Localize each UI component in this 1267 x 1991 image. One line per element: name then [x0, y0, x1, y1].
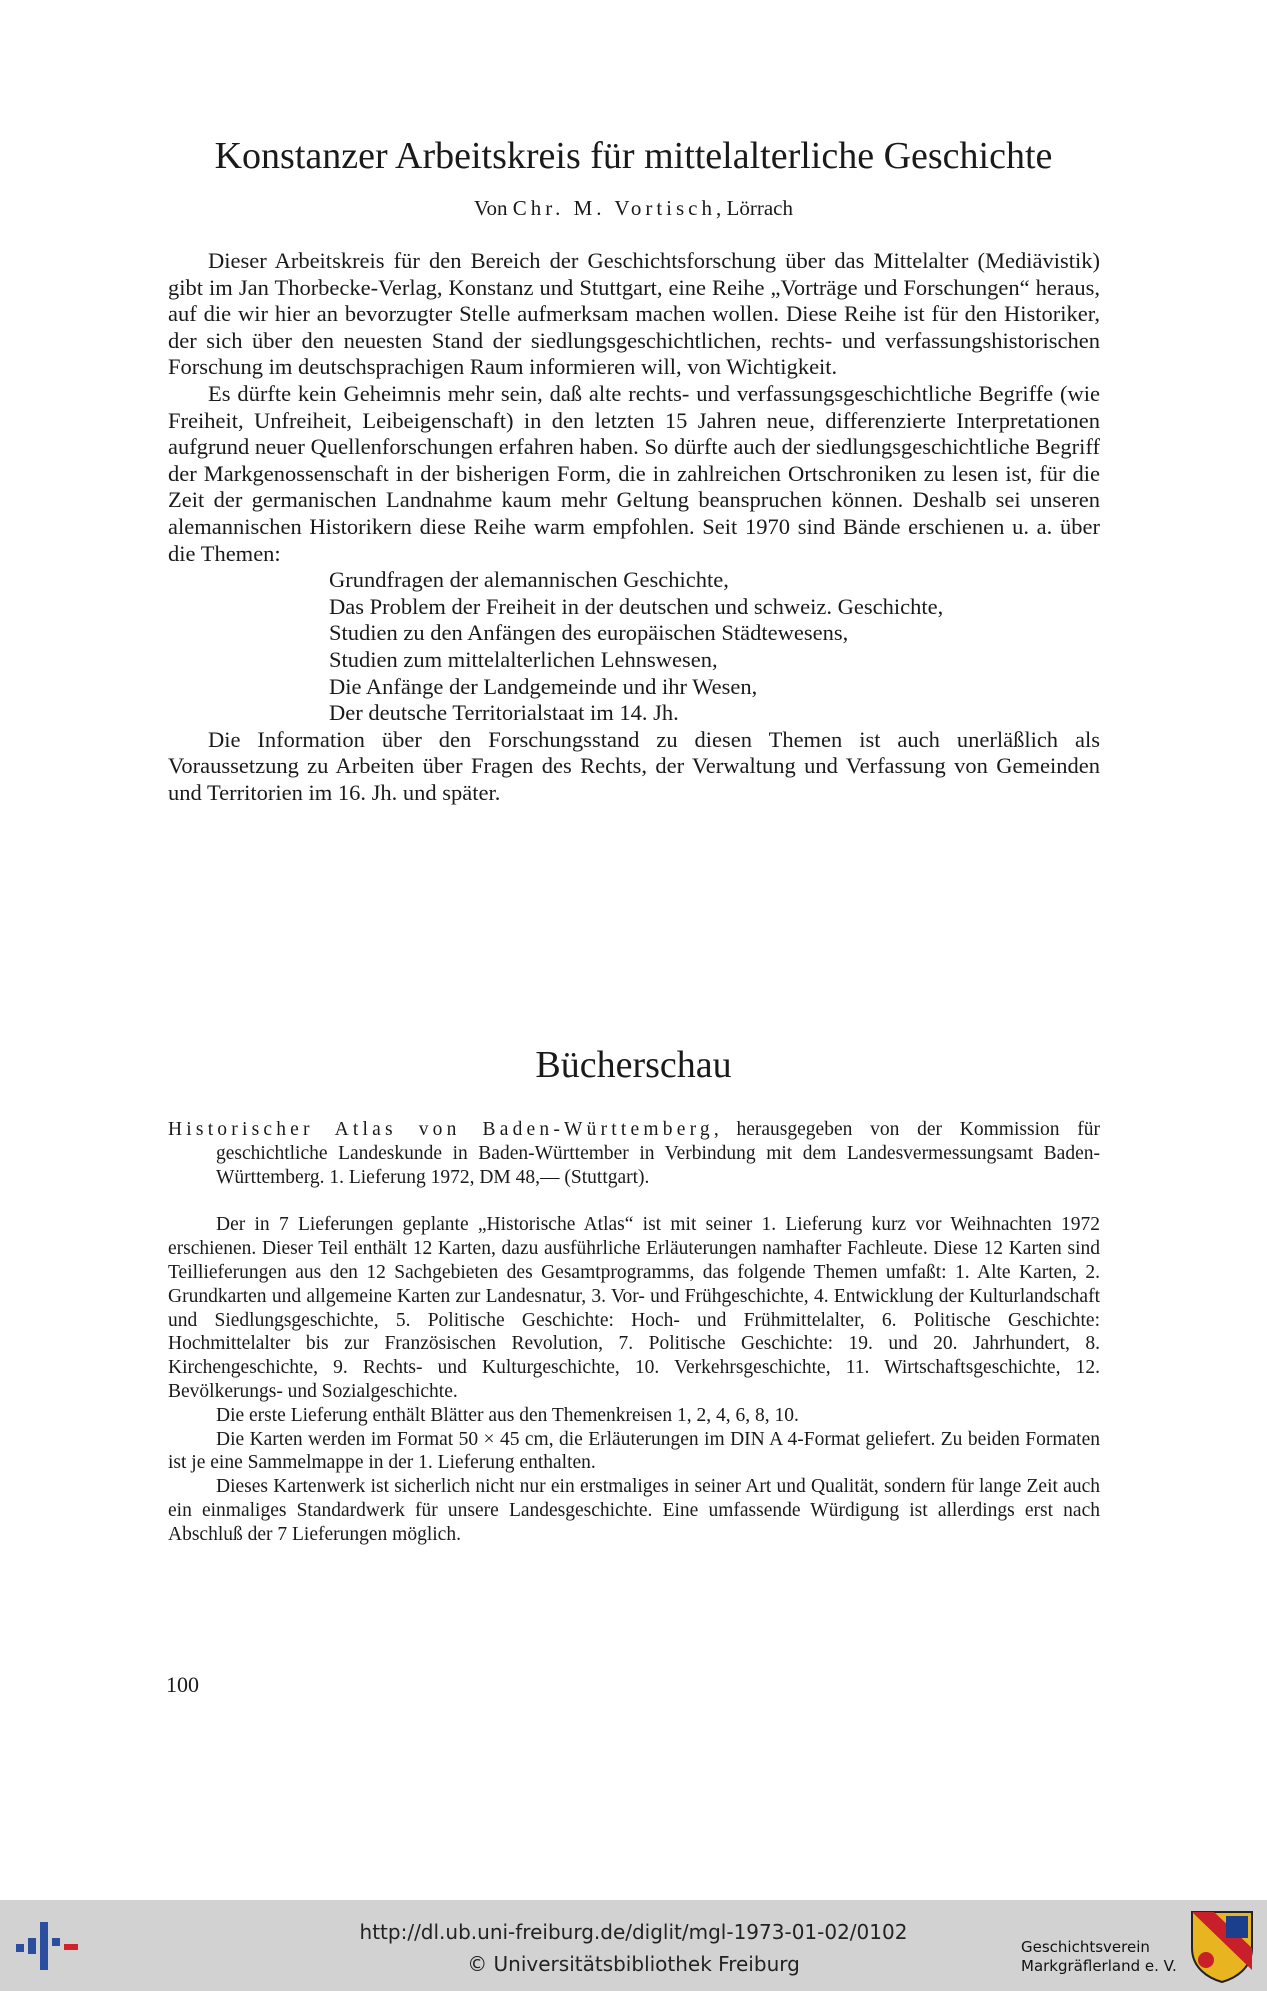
- article-paragraph-1: Dieser Arbeitskreis für den Bereich der Geschichtsforschung über das Mittelalter (Mediävistik) gibt im Jan Thorbecke-Verlag, Konstanz und Stuttgart, eine Reihe „Vorträge und Forschungen“ heraus, auf die wir hier an bevorzugter Stelle aufmerksam machen wollen. Diese Reihe ist für den Historiker, der sich über den neuesten Stand der siedlungsgeschichtlichen, rechts- und verfassungshistorischen Forschung im deutschsprachigen Raum informieren will, von Wichtigkeit.: [168, 248, 1100, 380]
- review-body: [168, 1118, 1100, 1547]
- review-paragraph-4: Dieses Kartenwerk ist sicherlich nicht nur ein erstmaliges in seiner Art und Qualität, sondern für lange Zeit auch ein einmaliges Standardwerk für unsere Landesgeschichte. Eine umfassende Würdigung ist allerdings erst nach Abschluß der 7 Lieferungen möglich.: [168, 1476, 1100, 1545]
- author-name: Chr. M. Vortisch: [512, 196, 716, 220]
- theme-item: Der deutsche Territorialstaat im 14. Jh.: [329, 700, 679, 726]
- article-author: [0, 196, 1267, 221]
- theme-item: Studien zu den Anfängen des europäischen Städtewesens,: [329, 620, 849, 646]
- theme-item: Die Anfänge der Landgemeinde und ihr Wesen,: [329, 673, 758, 699]
- society-line-1: Geschichtsverein: [1021, 1938, 1150, 1956]
- theme-list: [168, 567, 1100, 727]
- theme-item: Das Problem der Freiheit in der deutschen und schweiz. Geschichte,: [329, 593, 944, 619]
- society-name: [1021, 1938, 1177, 1976]
- bib-details: , herausgegeben von der Kommission für geschichtliche Landeskunde in Baden-Württember in Verbindung mit dem Landesvermessungsamt Baden-Württemberg. 1. Lieferung 1972, DM 48,— (Stuttgart).: [216, 1119, 1100, 1188]
- review-paragraph-2: Die erste Lieferung enthält Blätter aus den Themenkreisen 1, 2, 4, 6, 8, 10.: [216, 1404, 799, 1426]
- review-heading: Bücherschau: [535, 1044, 732, 1086]
- review-paragraph-1: Der in 7 Lieferungen geplante „Historische Atlas“ ist mit seiner 1. Lieferung kurz vor Weihnachten 1972 erschienen. Dieser Teil enthält 12 Karten, dazu ausführliche Erläuterungen namhafter Fachleute. Diese 12 Karten sind Teillieferungen aus den 12 Sachgebieten des Gesamtprogramms, das folgende Themen umfaßt: 1. Alte Karten, 2. Grundkarten und allgemeine Karten zur Landesnatur, 3. Vor- und Frühgeschichte, 4. Entwicklung der Kulturlandschaft und Siedlungsgeschichte, 5. Politische Geschichte: Hoch- und Frühmittelalter, 6. Politische Geschichte: Hochmittelalter bis zur Französischen Revolution, 7. Politische Geschichte: 19. und 20. Jahrhundert, 8. Kirchengeschichte, 9. Rechts- und Kulturgeschichte, 10. Verkehrsgeschichte, 11. Wirtschaftsgeschichte, 12. Bevölkerungs- und Sozialgeschichte.: [168, 1214, 1100, 1402]
- copyright-notice: © Universitätsbibliothek Freiburg: [467, 1952, 800, 1976]
- article-title: Konstanzer Arbeitskreis für mittelalterliche Geschichte: [214, 135, 1053, 177]
- article-paragraph-3: Die Information über den Forschungsstand zu diesen Themen ist auch unerläßlich als Voraussetzung zu Arbeiten über Fragen des Rechts, der Verwaltung und Verfassung von Gemeinden und Territorien im 16. Jh. und später.: [168, 726, 1100, 805]
- author-place: , Lörrach: [716, 196, 793, 220]
- viewer-footer: [0, 1900, 1267, 1991]
- society-line-2: Markgräflerland e. V.: [1021, 1957, 1177, 1975]
- bibliographic-entry: [168, 1118, 1100, 1189]
- article-paragraph-2: Es dürfte kein Geheimnis mehr sein, daß alte rechts- und verfassungsgeschichtliche Begriffe (wie Freiheit, Unfreiheit, Leibeigenschaft) in den letzten 15 Jahren neue, differenzierte Interpretationen aufgrund neuer Quellenforschungen erfahren haben. So dürfte auch der siedlungsgeschichtliche Begriff der Markgenossenschaft in der bisherigen Form, die in zahlreichen Ortschroniken zu lesen ist, für die Zeit der germanischen Landnahme kaum mehr Geltung beanspruchen können. Deshalb sei unseren alemannischen Historikern diese Reihe warm empfohlen. Seit 1970 sind Bände erschienen u. a. über die Themen:: [168, 380, 1100, 566]
- permalink-url[interactable]: http://dl.ub.uni-freiburg.de/diglit/mgl-1973-01-02/0102: [359, 1920, 908, 1944]
- coat-of-arms-icon: [1190, 1910, 1254, 1984]
- review-paragraph-3: Die Karten werden im Format 50 × 45 cm, die Erläuterungen im DIN A 4-Format geliefert. Zu beiden Formaten ist je eine Sammelmappe in der 1. Lieferung enthalten.: [168, 1428, 1100, 1474]
- theme-item: Studien zum mittelalterlichen Lehnswesen,: [329, 646, 718, 672]
- page-number: 100: [166, 1672, 199, 1697]
- author-prefix: Von: [474, 196, 508, 220]
- bib-title: Historischer Atlas von Baden-Württemberg: [168, 1119, 714, 1140]
- article-body: [168, 248, 1100, 806]
- theme-item: Grundfragen der alemannischen Geschichte,: [329, 567, 729, 593]
